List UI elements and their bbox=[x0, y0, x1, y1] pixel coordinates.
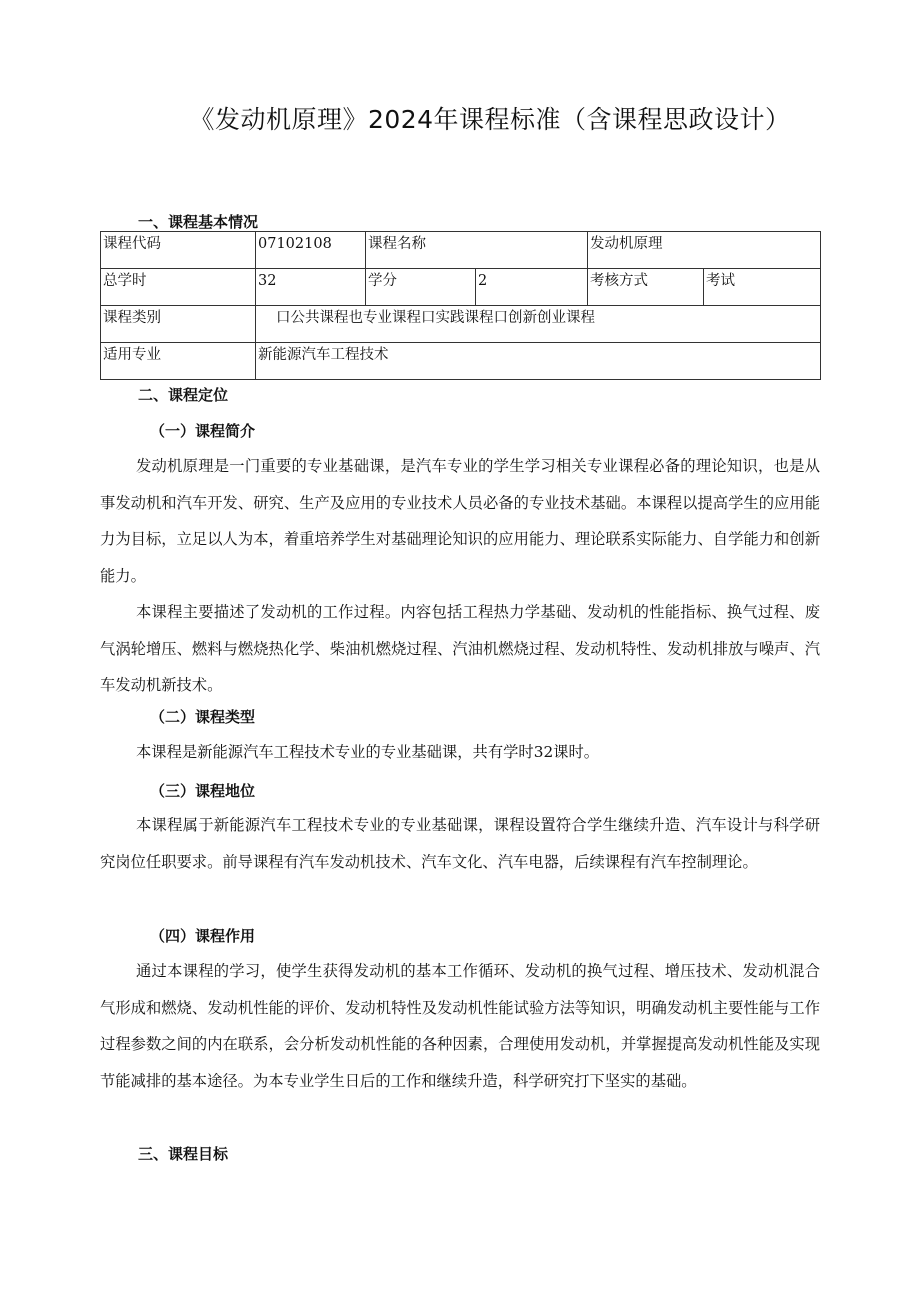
course-info-table bbox=[100, 231, 821, 380]
total-hours-value: 32 bbox=[256, 269, 366, 306]
section-heading-positioning: 二、课程定位 bbox=[138, 386, 229, 404]
status-paragraph: 本课程属于新能源汽车工程技术专业的专业基础课，课程设置符合学生继续升造、汽车设计与科学研究岗位任职要求。前导课程有汽车发动机技术、汽车文化、汽车电器，后续课程有汽车控制理论。 bbox=[100, 816, 820, 871]
credit-label: 学分 bbox=[366, 269, 476, 306]
major-label: 适用专业 bbox=[101, 343, 256, 380]
total-hours-label: 总学时 bbox=[101, 269, 256, 306]
course-code-value: 07102108 bbox=[256, 232, 366, 269]
major-value: 新能源汽车工程技术 bbox=[256, 343, 821, 380]
course-type-value: 口公共课程也专业课程口实践课程口创新创业课程 bbox=[256, 306, 821, 343]
section-heading-basic-info: 一、课程基本情况 bbox=[138, 213, 259, 231]
course-code-label: 课程代码 bbox=[101, 232, 256, 269]
subsection-heading-role: （四）课程作用 bbox=[150, 927, 256, 945]
table-row bbox=[101, 232, 821, 269]
course-type-label: 课程类别 bbox=[101, 306, 256, 343]
type-paragraph: 本课程是新能源汽车工程技术专业的专业基础课，共有学时32课时。 bbox=[136, 743, 600, 761]
table-row bbox=[101, 343, 821, 380]
subsection-heading-intro: （一）课程简介 bbox=[150, 422, 256, 440]
table-row bbox=[101, 269, 821, 306]
subsection-heading-type: （二）课程类型 bbox=[150, 708, 256, 726]
intro-paragraph-1: 发动机原理是一门重要的专业基础课，是汽车专业的学生学习相关专业课程必备的理论知识，也是从事发动机和汽车开发、研究、生产及应用的专业技术人员必备的专业技术基础。本课程以提高学生的应用能力为目标，立足以人为本，着重培养学生对基础理论知识的应用能力、理论联系实际能力、自学能力和创新能力。 bbox=[100, 457, 820, 585]
exam-method-value: 考试 bbox=[704, 269, 821, 306]
credit-value: 2 bbox=[476, 269, 588, 306]
document-title: 《发动机原理》2024年课程标准（含课程思政设计） bbox=[189, 105, 791, 134]
role-paragraph: 通过本课程的学习，使学生获得发动机的基本工作循环、发动机的换气过程、增压技术、发动机混合气形成和燃烧、发动机性能的评价、发动机特性及发动机性能试验方法等知识，明确发动机主要性能与工作过程参数之间的内在联系，会分析发动机性能的各种因素，合理使用发动机，并掌握提高发动机性能及实现节能减排的基本途径。为本专业学生日后的工作和继续升造，科学研究打下坚实的基础。 bbox=[100, 962, 820, 1090]
exam-method-label: 考核方式 bbox=[588, 269, 704, 306]
section-heading-goals: 三、课程目标 bbox=[138, 1145, 229, 1163]
course-name-value: 发动机原理 bbox=[588, 232, 821, 269]
course-name-label: 课程名称 bbox=[366, 232, 588, 269]
table-row bbox=[101, 306, 821, 343]
intro-paragraph-2: 本课程主要描述了发动机的工作过程。内容包括工程热力学基础、发动机的性能指标、换气过程、废气涡轮增压、燃料与燃烧热化学、柴油机燃烧过程、汽油机燃烧过程、发动机特性、发动机排放与噪声、汽车发动机新技术。 bbox=[100, 603, 820, 694]
subsection-heading-status: （三）课程地位 bbox=[150, 782, 256, 800]
